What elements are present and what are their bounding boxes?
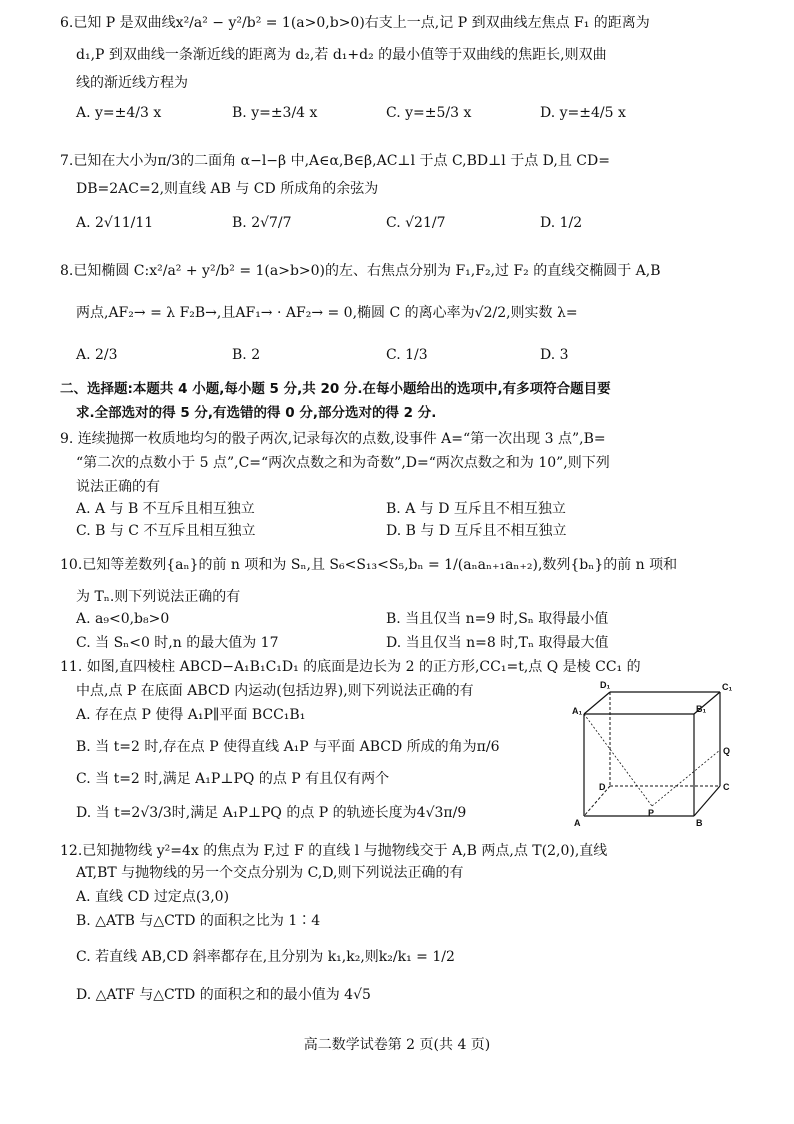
label-b: B: [696, 818, 703, 828]
q10-option-c: C. 当 Sₙ<0 时,n 的最大值为 17: [76, 635, 279, 651]
q10-option-a: A. a₉<0,b₈>0: [76, 611, 170, 627]
q6-option-c: C. y=±5/3 x: [386, 105, 472, 121]
label-a: A: [574, 818, 581, 828]
q9-line1: 9. 连续抛掷一枚质地均匀的骰子两次,记录每次的点数,设事件 A=“第一次出现 3 点”,B=: [60, 431, 606, 447]
label-a1: A₁: [572, 706, 583, 716]
label-c: C: [723, 782, 730, 792]
q8-option-c: C. 1/3: [386, 347, 428, 363]
section2-heading-line2: 求.全部选对的得 5 分,有选错的得 0 分,部分选对的得 2 分.: [76, 405, 437, 421]
page-footer: 高二数学试卷第 2 页(共 4 页): [303, 1037, 491, 1053]
q7-option-c: C. √21/7: [386, 215, 446, 231]
q6-option-b: B. y=±3/4 x: [232, 105, 318, 121]
q8-line2: 两点,AF₂→ = λ F₂B→,且AF₁→ · AF₂→ = 0,椭圆 C 的离心率为√2/2,则实数 λ=: [76, 305, 578, 321]
q12-option-c: C. 若直线 AB,CD 斜率都存在,且分别为 k₁,k₂,则k₂/k₁ = 1/2: [76, 949, 455, 965]
q9-line3: 说法正确的有: [76, 479, 160, 495]
q10-option-b: B. 当且仅当 n=9 时,Sₙ 取得最小值: [386, 611, 609, 627]
label-q: Q: [723, 746, 731, 756]
q8-option-d: D. 3: [540, 347, 569, 363]
q12-option-d: D. △ATF 与△CTD 的面积之和的最小值为 4√5: [76, 987, 371, 1003]
q8-line1: 8.已知椭圆 C:x²/a² + y²/b² = 1(a>b>0)的左、右焦点分别为 F₁,F₂,过 F₂ 的直线交椭圆于 A,B: [60, 263, 661, 279]
q9-option-d: D. B 与 D 互斥且不相互独立: [386, 523, 567, 539]
q6-option-a: A. y=±4/3 x: [76, 105, 162, 121]
label-d: D: [599, 782, 606, 792]
q10-line1: 10.已知等差数列{aₙ}的前 n 项和为 Sₙ,且 S₆<S₁₃<S₅,bₙ = 1/(aₙaₙ₊₁aₙ₊₂),数列{bₙ}的前 n 项和: [60, 557, 678, 573]
q8-option-b: B. 2: [232, 347, 261, 363]
q11-option-c: C. 当 t=2 时,满足 A₁P⊥PQ 的点 P 有且仅有两个: [76, 771, 390, 787]
section2-heading-line1: 二、选择题:本题共 4 小题,每小题 5 分,共 20 分.在每小题给出的选项中,有多项符合题目要: [60, 381, 611, 397]
q7-line1: 7.已知在大小为π/3的二面角 α−l−β 中,A∈α,B∈β,AC⊥l 于点 C,BD⊥l 于点 D,且 CD=: [60, 153, 610, 169]
q7-option-b: B. 2√7/7: [232, 215, 292, 231]
q11-option-a: A. 存在点 P 使得 A₁P∥平面 BCC₁B₁: [76, 707, 306, 723]
q11-option-d: D. 当 t=2√3/3时,满足 A₁P⊥PQ 的点 P 的轨迹长度为4√3π/9: [76, 805, 467, 821]
q6-option-d: D. y=±4/5 x: [540, 105, 626, 121]
q9-line2: “第二次的点数小于 5 点”,C=“两次点数之和为奇数”,D=“两次点数之和为 10”,则下列: [76, 455, 610, 471]
label-b1: B₁: [696, 704, 707, 714]
q8-option-a: A. 2/3: [76, 347, 118, 363]
q9-option-b: B. A 与 D 互斥且不相互独立: [386, 501, 566, 517]
q6-line3: 线的渐近线方程为: [76, 75, 188, 91]
q9-option-c: C. B 与 C 不互斥且相互独立: [76, 523, 256, 539]
q6-line1: 6.已知 P 是双曲线x²/a² − y²/b² = 1(a>0,b>0)右支上一点,记 P 到双曲线左焦点 F₁ 的距离为: [60, 15, 650, 31]
q12-line2: AT,BT 与抛物线的另一个交点分别为 C,D,则下列说法正确的有: [76, 865, 464, 881]
q11-line1: 11. 如图,直四棱柱 ABCD−A₁B₁C₁D₁ 的底面是边长为 2 的正方形,CC₁=t,点 Q 是棱 CC₁ 的: [60, 659, 641, 675]
q6-line2: d₁,P 到双曲线一条渐近线的距离为 d₂,若 d₁+d₂ 的最小值等于双曲线的焦距长,则双曲: [76, 47, 607, 63]
label-d1: D₁: [600, 680, 611, 690]
q7-line2: DB=2AC=2,则直线 AB 与 CD 所成角的余弦为: [76, 181, 379, 197]
prism-figure: [572, 678, 742, 836]
q7-option-d: D. 1/2: [540, 215, 583, 231]
q11-line2: 中点,点 P 在底面 ABCD 内运动(包括边界),则下列说法正确的有: [76, 683, 474, 699]
q12-line1: 12.已知抛物线 y²=4x 的焦点为 F,过 F 的直线 l 与抛物线交于 A,B 两点,点 T(2,0),直线: [60, 843, 608, 859]
q11-option-b: B. 当 t=2 时,存在点 P 使得直线 A₁P 与平面 ABCD 所成的角为π/6: [76, 739, 500, 755]
q10-option-d: D. 当且仅当 n=8 时,Tₙ 取得最大值: [386, 635, 609, 651]
q10-line2: 为 Tₙ.则下列说法正确的有: [76, 589, 241, 605]
q7-option-a: A. 2√11/11: [76, 215, 154, 231]
label-p: P: [648, 808, 655, 818]
label-c1: C₁: [722, 682, 733, 692]
q12-option-a: A. 直线 CD 过定点(3,0): [76, 889, 230, 905]
q9-option-a: A. A 与 B 不互斥且相互独立: [76, 501, 255, 517]
q12-option-b: B. △ATB 与△CTD 的面积之比为 1∶4: [76, 913, 321, 929]
